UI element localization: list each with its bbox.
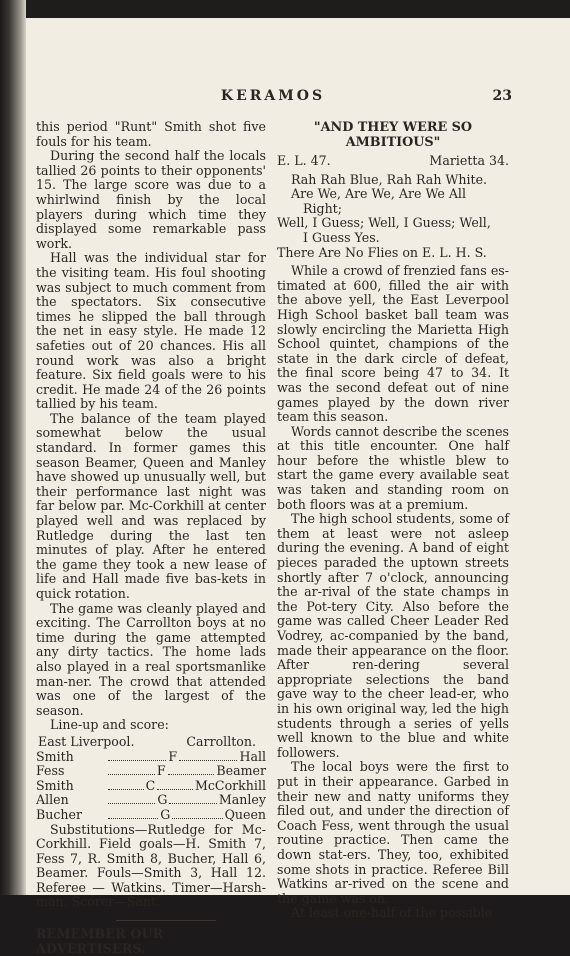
away-player: McCorkhill <box>194 777 266 793</box>
home-player: Smith <box>36 777 74 793</box>
advertisers-notice: REMEMBER OUR ADVERTISERS. <box>36 926 164 956</box>
running-title: KERAMOS <box>220 88 326 104</box>
paragraph: The balance of the team played somewhat below the usual standard. In former games this season Beamer, Queen and Manley have showed up unusually well, but their performance last night was far below par. Mc-Corkhill at center played well and was replaced by Rutledge during the last ten minutes of play. After he entered the game they took a new lease of life and Hall made five bas-kets in quick rotation. <box>36 410 266 601</box>
paragraph: While a crowd of frenzied fans es-timated at 600, filled the air with the above yell, the East Leverpool High School basket ball team was slowly encircling the Marietta High School quintet, champions of the state in the dark circle of defeat, the final score being 47 to 34. It was the second defeat out of nine games played by the down river team this season. <box>277 263 509 425</box>
book-binding <box>0 0 26 895</box>
lineup-row <box>36 779 266 794</box>
home-player: Fess <box>36 763 65 779</box>
lineup-row <box>36 750 266 765</box>
paragraph: The local boys were the first to put in their appearance. Garbed in their new and natty uniforms they filed out, and under the direction of Coach Fess, went through the usual routine practice. Then came the down stat-ers. They, too, exhibited some shots in practice. Referee Bill Watkins ar-rived on the scene and the game was on. <box>277 759 509 906</box>
position: F <box>156 763 166 779</box>
position: F <box>168 748 178 764</box>
lineup-row <box>36 793 266 808</box>
away-player: Manley <box>218 792 266 808</box>
yell-line: I Guess Yes. <box>303 229 380 245</box>
page-number: 23 <box>492 88 512 104</box>
away-player: Queen <box>224 806 267 822</box>
yell-line: Rah Rah Blue, Rah Rah White. <box>291 171 488 187</box>
left-column <box>36 120 266 956</box>
away-player: Beamer <box>216 763 267 779</box>
right-column <box>277 120 509 921</box>
position: G <box>157 792 168 808</box>
home-score: E. L. 47. <box>277 153 331 168</box>
divider-rule <box>116 920 216 921</box>
position: G <box>160 806 171 822</box>
away-team: Carrollton. <box>186 733 256 749</box>
yell-line: Well, I Guess; Well, I Guess; Well, <box>277 215 491 231</box>
yell-line: Are We, Are We, Are We All <box>291 186 466 202</box>
lineup-header <box>36 735 266 750</box>
home-team: East Liverpool. <box>38 733 135 749</box>
home-player: Allen <box>36 792 69 808</box>
position: C <box>145 777 156 793</box>
paragraph: The game was cleanly played and exciting. The Carrollton boys at no time during the game attempted any dirty tactics. The home lads also played in a real sportsmanlike man-ner. The crowd that attended was one of the largest of the season. <box>36 600 266 718</box>
paragraph: Hall was the individual star for the visiting team. His foul shooting was subject to much comment from the spectators. Six consecutive times he slipped the ball through the net in easy style. He made 12 safeties out of 20 chances. His all round work was also a bright feature. Six field goals were to his credit. He made 24 of the 26 points tallied by his team. <box>36 250 266 412</box>
away-player: Hall <box>239 748 267 764</box>
lineup-row <box>36 808 266 823</box>
lineup-row <box>36 764 266 779</box>
home-player: Bucher <box>36 806 83 822</box>
paragraph: During the second half the locals tallied 26 points to their opponents' 15. The large score was due to a whirlwind finish by the local players during which time they displayed some remarkable pass work. <box>36 148 266 251</box>
lineup-caption: Line-up and score: <box>50 717 169 733</box>
article-title: "AND THEY WERE SO AMBITIOUS" <box>313 120 473 150</box>
paragraph: Words cannot describe the scenes at this title encounter. One half hour before the whistle blew to start the game every available seat was taken and standing room on both floors was at a premium. <box>277 423 509 512</box>
away-score: Marietta 34. <box>429 153 509 168</box>
school-yell <box>277 173 509 261</box>
home-player: Smith <box>36 748 74 764</box>
yell-line: Right; <box>303 200 342 216</box>
final-score <box>277 154 509 169</box>
substitutions-paragraph: Substitutions—Rutledge for Mc-Corkhill. Field goals—H. Smith 7, Fess 7, R. Smith 8, Bucher, Hall 6, Beamer. Fouls—Smith 3, Hall 12. Referee — Watkins. Timer—Harsh-man. Scorer—Sant. <box>36 821 266 910</box>
paragraph: At least one-half of the possible <box>291 905 493 921</box>
yell-line: There Are No Flies on E. L. H. S. <box>277 244 487 260</box>
paragraph: this period "Runt" Smith shot five fouls for his team. <box>36 119 266 149</box>
paragraph: The high school students, some of them at least were not asleep during the evening. A band of eight pieces paraded the uptown streets shortly after 7 o'clock, announcing the ar-rival of the state champs in the Pot-tery City. Also before the game was called Cheer Leader Red Vodrey, ac-companied by the band, made their appearance on the floor. After ren-dering several appropriate selections the band gave way to the cheer lead-er, who in his own original way, led the high students through a series of yells well known to the blue and white followers. <box>277 511 509 760</box>
page-header <box>34 88 512 108</box>
top-edge <box>26 0 570 18</box>
